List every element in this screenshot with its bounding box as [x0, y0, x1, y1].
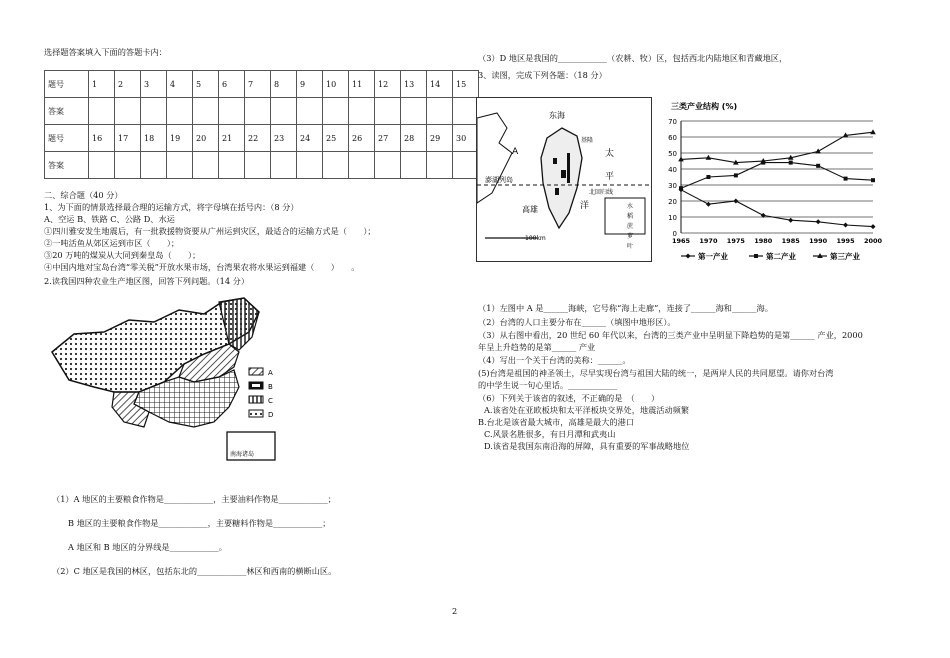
answer-cell[interactable]: [453, 152, 479, 179]
answer-cell[interactable]: [349, 98, 375, 125]
data-point: [870, 129, 876, 134]
answer-cell[interactable]: [115, 152, 141, 179]
question-3-5a: (5)台湾是祖国的神圣领土，尽早实现台湾与祖国大陆的统一，是两岸人民的共同愿望。请你对台湾: [478, 368, 834, 378]
y-tick-label: 70: [668, 118, 677, 126]
map-legend: [249, 368, 273, 419]
answer-cell: 29: [427, 125, 453, 152]
china-agriculture-map: [44, 292, 294, 464]
svg-text:A: A: [268, 369, 273, 377]
data-point: [733, 199, 738, 204]
legend-label: 第一产业: [698, 252, 728, 261]
y-tick-label: 60: [668, 134, 677, 142]
answer-cell[interactable]: [219, 98, 245, 125]
answer-cell[interactable]: [375, 152, 401, 179]
x-tick-label: 1975: [726, 237, 745, 245]
x-tick-label: 2000: [863, 237, 883, 245]
question-1-options: A、空运 B、铁路 C、公路 D、水运: [44, 214, 175, 224]
answer-cell: 8: [271, 71, 297, 98]
section-heading: 二、综合题（40 分）: [44, 190, 123, 200]
inset-label: 水: [627, 203, 634, 210]
svg-text:太: 太: [605, 149, 615, 159]
answer-cell: 6: [219, 71, 245, 98]
inset-label: 蔗: [627, 223, 634, 230]
inset-label: 稻: [627, 213, 634, 220]
svg-text:北回归线: 北回归线: [589, 189, 614, 196]
answer-intro: 选择题答案填入下面的答题卡内：: [44, 47, 167, 57]
question-2-3: （3）D 地区是我国的____________（农耕、牧）区，包括西北内陆地区和青藏地区，: [478, 53, 788, 63]
answer-cell: 16: [89, 125, 115, 152]
question-3-5b: 的中学生说一句心里话。____________: [478, 380, 618, 390]
data-point: [706, 175, 710, 179]
answer-cell[interactable]: [89, 98, 115, 125]
table-row: [45, 98, 479, 125]
data-point: [788, 218, 793, 223]
question-1-item-1: ①四川雅安发生地震后，有一批救援物资要从广州运到灾区，最适合的运输方式是（ ）；: [44, 226, 376, 236]
table-row: [45, 125, 479, 152]
answer-cell[interactable]: [427, 152, 453, 179]
chart-title: 三类产业结构 (%): [671, 102, 738, 111]
question-2-1b: B 地区的主要粮食作物是____________，主要糖料作物是____________；: [68, 518, 331, 528]
x-tick-label: 1990: [809, 237, 828, 245]
answer-cell: 13: [401, 71, 427, 98]
data-point: [706, 202, 711, 207]
answer-cell: 25: [323, 125, 349, 152]
x-tick-label: 1965: [671, 237, 691, 245]
x-tick-label: 1970: [699, 237, 718, 245]
series-line: [681, 190, 873, 227]
data-point: [815, 148, 821, 153]
answer-cell: 1: [89, 71, 115, 98]
answer-cell: 21: [219, 125, 245, 152]
answer-cell: 3: [141, 71, 167, 98]
answer-cell: 30: [453, 125, 479, 152]
mainland-coast: [477, 113, 512, 203]
answer-cell: 23: [271, 125, 297, 152]
question-1: 1、为下面的情景选择最合理的运输方式，将字母填在括号内：（8 分）: [44, 202, 299, 212]
x-tick-label: 1980: [754, 237, 773, 245]
answer-cell: 20: [193, 125, 219, 152]
answer-cell[interactable]: [271, 152, 297, 179]
answer-cell[interactable]: [401, 152, 427, 179]
x-tick-label: 1995: [836, 237, 855, 245]
answer-cell: 2: [115, 71, 141, 98]
option-d: D.该省是我国东南沿海的屏障，具有重要的军事战略地位: [484, 441, 690, 451]
question-3-4: （4）写出一个关于台湾的美称：______。: [478, 355, 631, 365]
row-header: 题号: [45, 71, 89, 98]
table-row: [45, 152, 479, 179]
svg-text:D: D: [268, 411, 274, 419]
answer-cell[interactable]: [219, 152, 245, 179]
question-1-item-4: ④中国内地对宝岛台湾“零关税”开放水果市场，台湾果农将水果运到福建（ ） 。: [44, 262, 360, 272]
answer-cell: 10: [323, 71, 349, 98]
answer-cell[interactable]: [453, 98, 479, 125]
inset-label: 萝: [627, 233, 634, 240]
svg-text:东海: 东海: [549, 111, 565, 120]
data-point: [844, 177, 848, 181]
answer-cell[interactable]: [141, 152, 167, 179]
data-point: [789, 161, 793, 165]
question-3: 3、读图，完成下列各题：（18 分）: [478, 70, 607, 80]
svg-text:洋: 洋: [580, 201, 590, 211]
option-c: C.风景名胜很多，有日月潭和武夷山: [484, 429, 616, 439]
svg-text:澎湖列岛: 澎湖列岛: [485, 176, 513, 184]
svg-text:C: C: [268, 397, 273, 405]
answer-cell[interactable]: [89, 152, 115, 179]
data-point: [679, 186, 683, 190]
y-tick-label: 0: [672, 230, 677, 238]
row-header: 答案: [45, 152, 89, 179]
data-point: [706, 155, 712, 160]
answer-cell: 4: [167, 71, 193, 98]
question-3-1: （1）左图中 A 是______海峡，它号称“海上走廊”，连接了______海和______海。: [478, 303, 773, 313]
answer-cell[interactable]: [245, 98, 271, 125]
answer-cell[interactable]: [427, 98, 453, 125]
page-number: 2: [452, 606, 458, 616]
answer-cell: 9: [297, 71, 323, 98]
answer-cell: 5: [193, 71, 219, 98]
answer-cell[interactable]: [167, 98, 193, 125]
question-2-1c: A 地区和 B 地区的分界线是____________。: [68, 542, 227, 552]
data-point: [843, 223, 848, 228]
taiwan-map: [476, 97, 652, 262]
inset-label: 叶: [627, 243, 634, 250]
answer-cell: 12: [375, 71, 401, 98]
answer-cell: 14: [427, 71, 453, 98]
answer-cell[interactable]: [193, 152, 219, 179]
answer-cell[interactable]: [193, 98, 219, 125]
table-row: [45, 71, 479, 98]
answer-cell: 7: [245, 71, 271, 98]
question-3-3b: 年呈上升趋势的是第______ 产业: [478, 342, 596, 352]
industry-structure-chart: [655, 97, 885, 269]
inset-label: 南海诸岛: [230, 451, 255, 458]
data-point: [871, 224, 876, 229]
svg-text:高雄: 高雄: [522, 205, 538, 214]
answer-cell: 19: [167, 125, 193, 152]
row-header: 答案: [45, 98, 89, 125]
y-tick-label: 40: [668, 166, 677, 174]
answer-cell: 18: [141, 125, 167, 152]
question-3-3a: （3）从右图中看出，20 世纪 60 年代以来，台湾的三类产业中呈明显下降趋势的是第______ 产业，2000: [478, 330, 863, 340]
y-tick-label: 20: [668, 198, 677, 206]
svg-text:平: 平: [605, 172, 615, 182]
answer-cell[interactable]: [349, 152, 375, 179]
question-3-2: （2）台湾的人口主要分布在______（填图中地形区）。: [478, 317, 676, 327]
data-point: [816, 219, 821, 224]
answer-cell[interactable]: [297, 152, 323, 179]
question-1-item-3: ③20 万吨的煤炭从大同到秦皇岛（ ）；: [44, 250, 201, 260]
legend-label: 第二产业: [766, 252, 796, 261]
data-point: [734, 173, 738, 177]
legend-label: 第三产业: [830, 252, 860, 261]
answer-cell[interactable]: [271, 98, 297, 125]
question-1-item-2: ②一吨活鱼从郊区运到市区（ ）；: [44, 238, 180, 248]
y-tick-label: 50: [668, 150, 677, 158]
answer-cell: 22: [245, 125, 271, 152]
svg-text:B: B: [268, 383, 273, 391]
y-tick-label: 10: [668, 214, 677, 222]
answer-cell[interactable]: [375, 98, 401, 125]
answer-cell: 24: [297, 125, 323, 152]
data-point: [871, 178, 875, 182]
question-2-1a: （1）A 地区的主要粮食作物是____________，主要油料作物是____________；: [52, 494, 336, 504]
answer-cell[interactable]: [167, 152, 193, 179]
answer-cell: 15: [453, 71, 479, 98]
answer-cell: 17: [115, 125, 141, 152]
answer-cell: 27: [375, 125, 401, 152]
svg-text:100km: 100km: [525, 235, 546, 242]
x-tick-label: 1985: [781, 237, 800, 245]
answer-cell[interactable]: [245, 152, 271, 179]
option-a: A.该省处在亚欧板块和太平洋板块交界处，地震活动频繁: [484, 405, 690, 415]
svg-text:A: A: [512, 147, 519, 157]
taiwan-inset: [605, 198, 645, 234]
question-3-6: （6）下列关于该省的叙述，不正确的是 （ ）: [478, 393, 660, 403]
answer-cell[interactable]: [141, 98, 167, 125]
answer-cell: 11: [349, 71, 375, 98]
answer-cell: 26: [349, 125, 375, 152]
answer-table: [44, 70, 479, 179]
legend-marker: [754, 254, 758, 258]
answer-cell[interactable]: [297, 98, 323, 125]
legend-marker: [686, 254, 691, 259]
option-b: B.台北是该省最大城市，高雄是最大的港口: [478, 417, 634, 427]
row-header: 题号: [45, 125, 89, 152]
answer-cell: 28: [401, 125, 427, 152]
question-2: 2.读我国四种农业生产地区图，回答下列问题。（14 分）: [44, 276, 250, 286]
y-tick-label: 30: [668, 182, 677, 190]
question-2-2: （2）C 地区是我国的林区，包括东北的____________林区和西南的横断山区。: [52, 566, 337, 576]
answer-cell[interactable]: [115, 98, 141, 125]
answer-cell[interactable]: [323, 152, 349, 179]
answer-cell[interactable]: [323, 98, 349, 125]
svg-text:基隆: 基隆: [581, 137, 594, 144]
data-point: [816, 164, 820, 168]
answer-cell[interactable]: [401, 98, 427, 125]
